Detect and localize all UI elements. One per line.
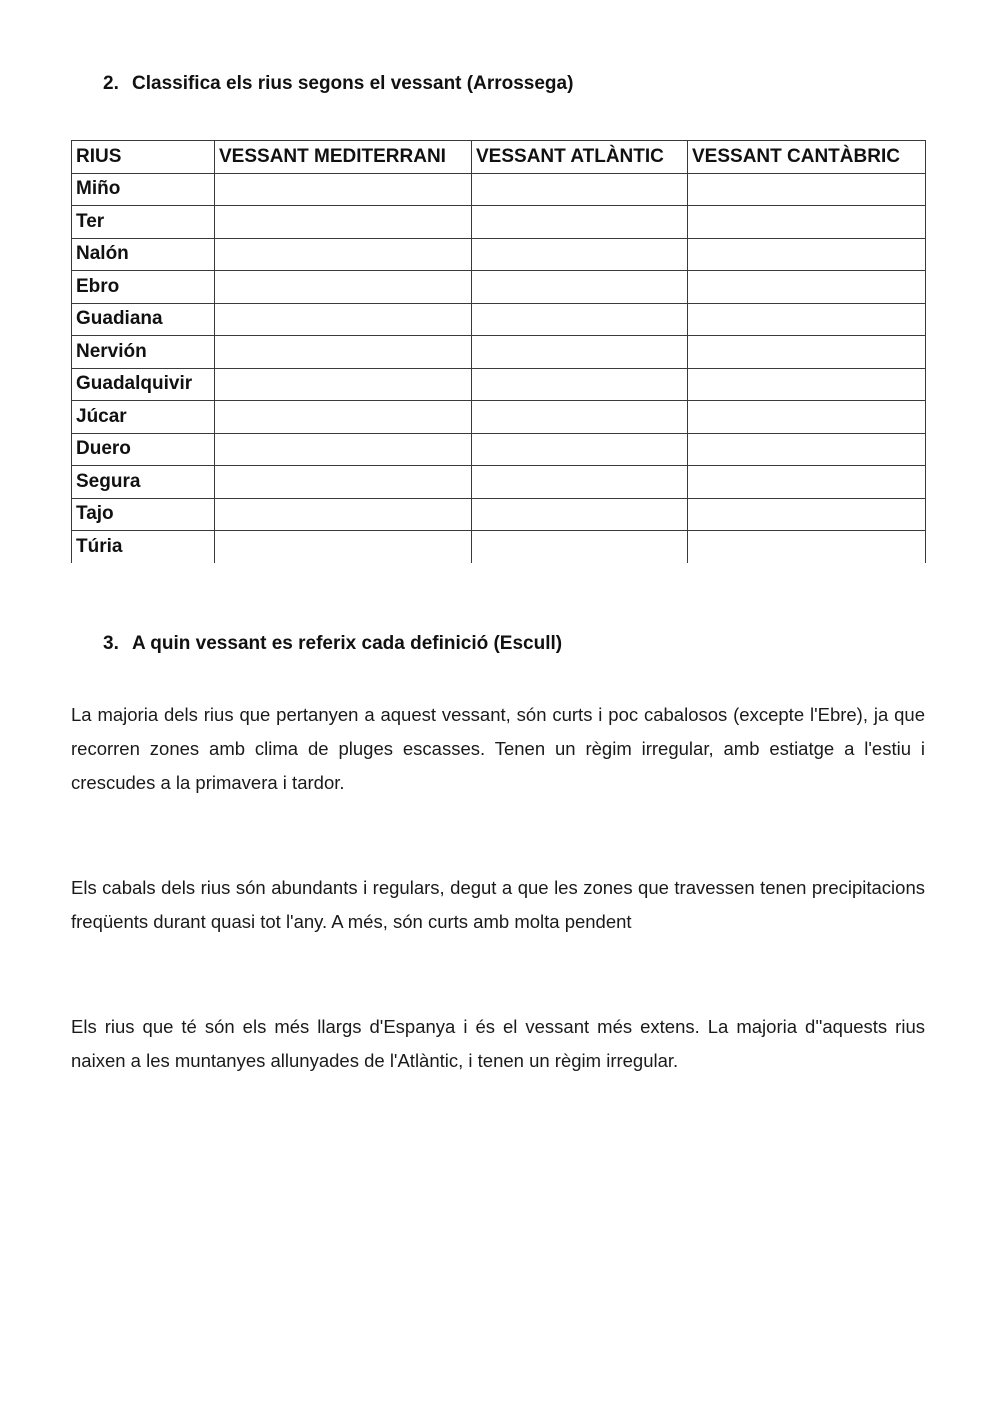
drop-cell-mediterrani[interactable]	[215, 368, 472, 401]
drop-cell-atlantic[interactable]	[472, 271, 688, 304]
drop-cell-mediterrani[interactable]	[215, 401, 472, 434]
table-row	[72, 466, 926, 499]
table-row	[72, 173, 926, 206]
river-name[interactable]: Túria	[72, 531, 215, 563]
river-name[interactable]: Tajo	[72, 498, 215, 531]
header-vessant-mediterrani: VESSANT MEDITERRANI	[215, 141, 472, 174]
drop-cell-atlantic[interactable]	[472, 336, 688, 369]
river-name[interactable]: Miño	[72, 173, 215, 206]
question-2-title	[103, 73, 573, 95]
drop-cell-mediterrani[interactable]	[215, 433, 472, 466]
drop-cell-cantabric[interactable]	[688, 206, 926, 239]
drop-cell-mediterrani[interactable]	[215, 271, 472, 304]
river-name[interactable]: Guadiana	[72, 303, 215, 336]
drop-cell-atlantic[interactable]	[472, 401, 688, 434]
drop-cell-mediterrani[interactable]	[215, 466, 472, 499]
drop-cell-atlantic[interactable]	[472, 433, 688, 466]
drop-cell-atlantic[interactable]	[472, 531, 688, 563]
drop-cell-cantabric[interactable]	[688, 271, 926, 304]
drop-cell-atlantic[interactable]	[472, 368, 688, 401]
drop-cell-mediterrani[interactable]	[215, 336, 472, 369]
drop-cell-mediterrani[interactable]	[215, 173, 472, 206]
rivers-classification-table	[71, 140, 926, 563]
drop-cell-mediterrani[interactable]	[215, 206, 472, 239]
river-name[interactable]: Duero	[72, 433, 215, 466]
table-row	[72, 336, 926, 369]
question-text: Classifica els rius segons el vessant (Arrossega)	[132, 73, 574, 94]
drop-cell-cantabric[interactable]	[688, 368, 926, 401]
table-row	[72, 206, 926, 239]
header-vessant-cantabric: VESSANT CANTÀBRIC	[688, 141, 926, 174]
drop-cell-mediterrani[interactable]	[215, 498, 472, 531]
river-name[interactable]: Júcar	[72, 401, 215, 434]
drop-cell-cantabric[interactable]	[688, 433, 926, 466]
river-name[interactable]: Ter	[72, 206, 215, 239]
river-name[interactable]: Nalón	[72, 238, 215, 271]
table-row	[72, 271, 926, 304]
drop-cell-cantabric[interactable]	[688, 531, 926, 563]
header-rius: RIUS	[72, 141, 215, 174]
definition-text: La majoria dels rius que pertanyen a aquest vessant, són curts i poc cabalosos (excepte l'Ebre), ja que recorren zones amb clima de pluges escasses. Tenen un règim irregular, amb estiatge a l'estiu i crescudes a la primavera i tardor.	[71, 704, 925, 793]
table-row	[72, 498, 926, 531]
drop-cell-cantabric[interactable]	[688, 173, 926, 206]
river-name[interactable]: Nervión	[72, 336, 215, 369]
drop-cell-atlantic[interactable]	[472, 206, 688, 239]
drop-cell-mediterrani[interactable]	[215, 303, 472, 336]
drop-cell-cantabric[interactable]	[688, 238, 926, 271]
river-name[interactable]: Segura	[72, 466, 215, 499]
drop-cell-atlantic[interactable]	[472, 466, 688, 499]
table-row	[72, 238, 926, 271]
drop-cell-atlantic[interactable]	[472, 498, 688, 531]
header-vessant-atlantic: VESSANT ATLÀNTIC	[472, 141, 688, 174]
drop-cell-cantabric[interactable]	[688, 466, 926, 499]
drop-cell-atlantic[interactable]	[472, 173, 688, 206]
table-row	[72, 531, 926, 563]
definition-text: Els cabals dels rius són abundants i regulars, degut a que les zones que travessen tenen precipitacions freqüents durant quasi tot l'any. A més, són curts amb molta pendent	[71, 877, 925, 932]
table-row	[72, 303, 926, 336]
question-3-title	[103, 633, 562, 655]
question-number: 3.	[103, 633, 119, 654]
river-name[interactable]: Guadalquivir	[72, 368, 215, 401]
table-row	[72, 368, 926, 401]
drop-cell-mediterrani[interactable]	[215, 531, 472, 563]
question-text: A quin vessant es referix cada definició (Escull)	[132, 633, 563, 654]
question-number: 2.	[103, 73, 119, 94]
river-name[interactable]: Ebro	[72, 271, 215, 304]
drop-cell-cantabric[interactable]	[688, 303, 926, 336]
table-row	[72, 433, 926, 466]
drop-cell-cantabric[interactable]	[688, 498, 926, 531]
drop-cell-mediterrani[interactable]	[215, 238, 472, 271]
drop-cell-atlantic[interactable]	[472, 238, 688, 271]
drop-cell-atlantic[interactable]	[472, 303, 688, 336]
drop-cell-cantabric[interactable]	[688, 336, 926, 369]
table-header-row	[72, 141, 926, 174]
drop-cell-cantabric[interactable]	[688, 401, 926, 434]
table-row	[72, 401, 926, 434]
definition-text: Els rius que té són els més llargs d'Espanya i és el vessant més extens. La majoria d''aquests rius naixen a les muntanyes allunyades de l'Atlàntic, i tenen un règim irregular.	[71, 1016, 925, 1071]
